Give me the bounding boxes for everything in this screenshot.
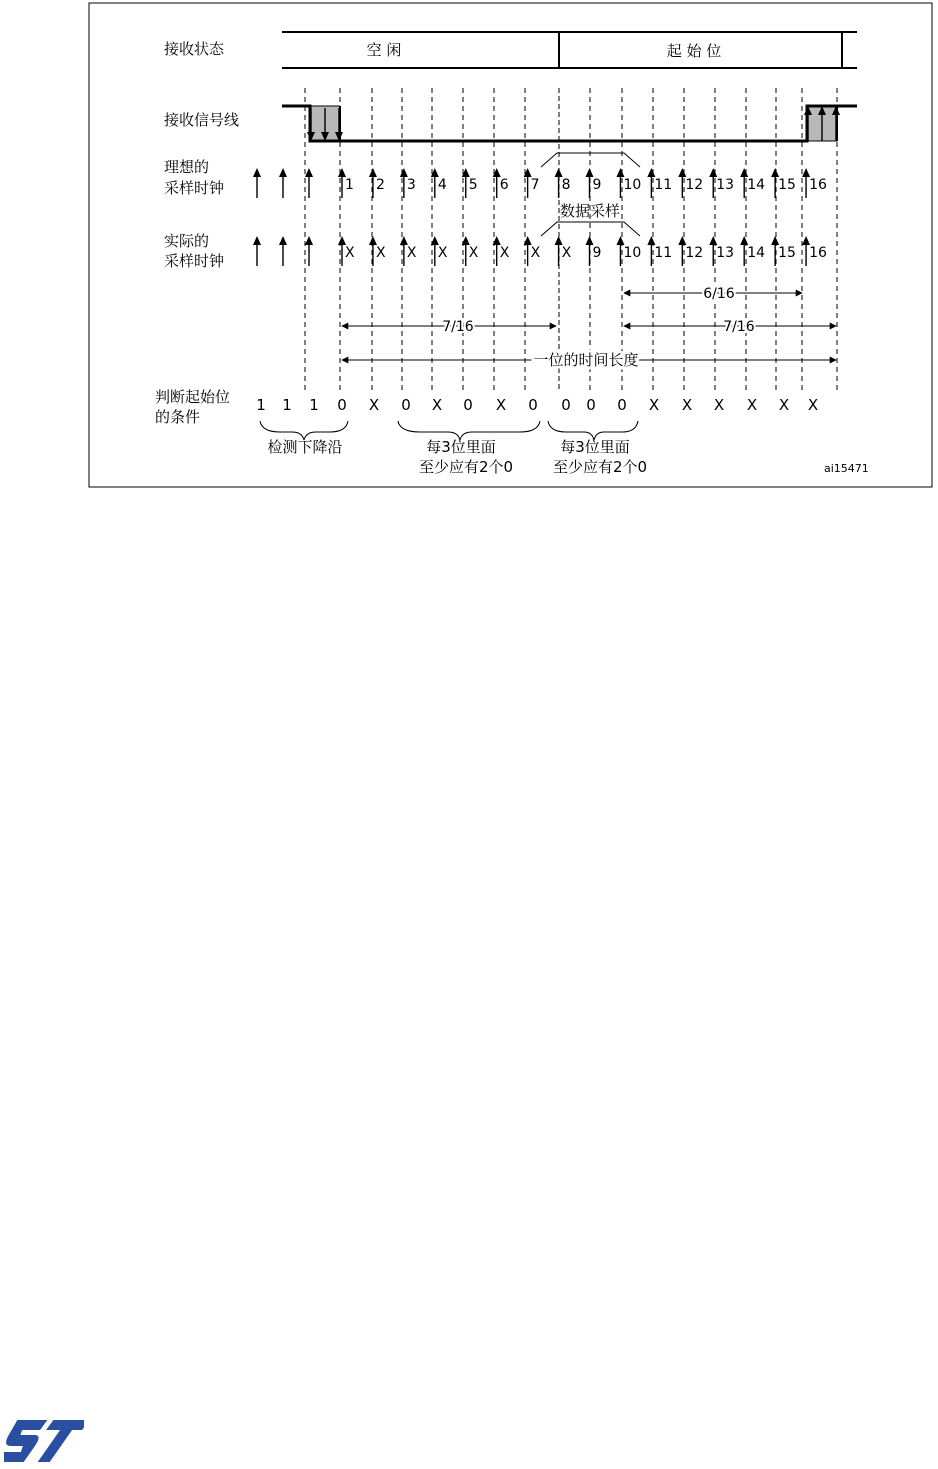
actual-tick-label-8: X <box>561 245 572 261</box>
condition-value-12: 0 <box>586 396 596 414</box>
rule-group1-label-2: 至少应有2个0 <box>418 458 514 476</box>
receive-state-label: 接收状态 <box>164 40 225 58</box>
ideal-tick-label-4: 4 <box>437 177 447 193</box>
ideal-sampling-clock <box>253 168 827 198</box>
ideal-tick-label-8: 8 <box>561 177 571 193</box>
ideal-tick-label-10: 10 <box>623 177 642 193</box>
ideal-clock-label-1: 理想的 <box>164 158 210 176</box>
figure-id: ai15471 <box>824 462 869 475</box>
actual-tick-label-13: 13 <box>716 245 735 261</box>
actual-tick-label-12: 12 <box>685 245 704 261</box>
actual-tick-label-16: 16 <box>809 245 827 261</box>
condition-label-1: 判断起始位 <box>155 388 231 406</box>
condition-value-19: X <box>807 396 819 414</box>
condition-value-9: X <box>495 396 507 414</box>
signal-line-label: 接收信号线 <box>164 111 240 129</box>
ideal-tick-label-1: 1 <box>345 177 354 193</box>
uart-start-bit-sampling-diagram <box>0 0 938 500</box>
ideal-tick-label-12: 12 <box>685 177 704 193</box>
condition-value-14: X <box>648 396 660 414</box>
condition-value-2: 1 <box>282 396 292 414</box>
rule-group2-label-2: 至少应有2个0 <box>552 458 648 476</box>
actual-tick-label-11: 11 <box>654 245 673 261</box>
ideal-tick-label-7: 7 <box>530 177 540 193</box>
actual-pre-tick-2 <box>279 236 287 266</box>
condition-value-1: 1 <box>256 396 266 414</box>
actual-sampling-clock <box>253 236 827 266</box>
ideal-tick-label-14: 14 <box>747 177 766 193</box>
ideal-tick-label-2: 2 <box>375 177 385 193</box>
ideal-tick-label-13: 13 <box>716 177 735 193</box>
st-logo-icon <box>4 1418 84 1466</box>
rule-group1-label-1: 每3位里面 <box>426 438 496 456</box>
condition-value-18: X <box>778 396 790 414</box>
span-6-16-label: 6/16 <box>703 286 735 302</box>
actual-tick-label-4: X <box>437 245 448 261</box>
data-sampling-label: 数据采样 <box>559 202 621 220</box>
ideal-tick-label-3: 3 <box>406 177 416 193</box>
condition-value-15: X <box>681 396 693 414</box>
ideal-clock-label-2: 采样时钟 <box>164 179 225 197</box>
span-7-16-left-label: 7/16 <box>442 319 474 335</box>
condition-label-2: 的条件 <box>155 408 201 426</box>
actual-tick-label-5: X <box>468 245 479 261</box>
condition-value-16: X <box>713 396 725 414</box>
sampling-guide-lines <box>305 88 837 390</box>
actual-tick-label-6: X <box>499 245 510 261</box>
condition-value-7: X <box>431 396 443 414</box>
actual-clock-label-2: 采样时钟 <box>164 252 225 270</box>
actual-clock-label-1: 实际的 <box>164 232 210 250</box>
actual-tick-label-1: X <box>345 245 355 261</box>
condition-value-10: 0 <box>528 396 538 414</box>
start-bit-condition-values <box>256 396 818 414</box>
state-idle-text: 空 闲 <box>366 41 402 59</box>
condition-value-5: X <box>368 396 380 414</box>
condition-value-6: 0 <box>401 396 411 414</box>
ideal-tick-label-16: 16 <box>809 177 827 193</box>
bit-time-label: 一位的时间长度 <box>533 351 639 369</box>
ideal-pre-tick-1 <box>253 168 261 198</box>
ideal-tick-label-15: 15 <box>778 177 796 193</box>
ideal-tick-label-6: 6 <box>499 177 509 193</box>
actual-tick-label-14: 14 <box>747 245 766 261</box>
ideal-pre-tick-2 <box>279 168 287 198</box>
ideal-tick-label-5: 5 <box>468 177 478 193</box>
actual-tick-label-9: 9 <box>592 245 602 261</box>
ideal-tick-label-11: 11 <box>654 177 673 193</box>
ideal-tick-label-9: 9 <box>592 177 602 193</box>
condition-value-8: 0 <box>463 396 473 414</box>
condition-value-11: 0 <box>561 396 571 414</box>
condition-value-4: 0 <box>337 396 347 414</box>
actual-tick-label-10: 10 <box>623 245 642 261</box>
actual-tick-label-2: X <box>375 245 386 261</box>
condition-value-3: 1 <box>309 396 319 414</box>
actual-tick-label-3: X <box>406 245 417 261</box>
actual-tick-label-15: 15 <box>778 245 796 261</box>
ideal-pre-tick-3 <box>305 168 313 198</box>
state-start-bit-text: 起 始 位 <box>666 42 722 60</box>
detect-falling-edge-label: 检测下降沿 <box>267 438 343 456</box>
rule-group2-label-1: 每3位里面 <box>560 438 630 456</box>
condition-value-17: X <box>746 396 758 414</box>
span-7-16-right-label: 7/16 <box>723 319 755 335</box>
signal-waveform <box>282 106 857 141</box>
actual-tick-label-7: X <box>530 245 541 261</box>
actual-pre-tick-3 <box>305 236 313 266</box>
edge-sampling-arrows <box>307 106 840 141</box>
condition-value-13: 0 <box>617 396 627 414</box>
actual-pre-tick-1 <box>253 236 261 266</box>
